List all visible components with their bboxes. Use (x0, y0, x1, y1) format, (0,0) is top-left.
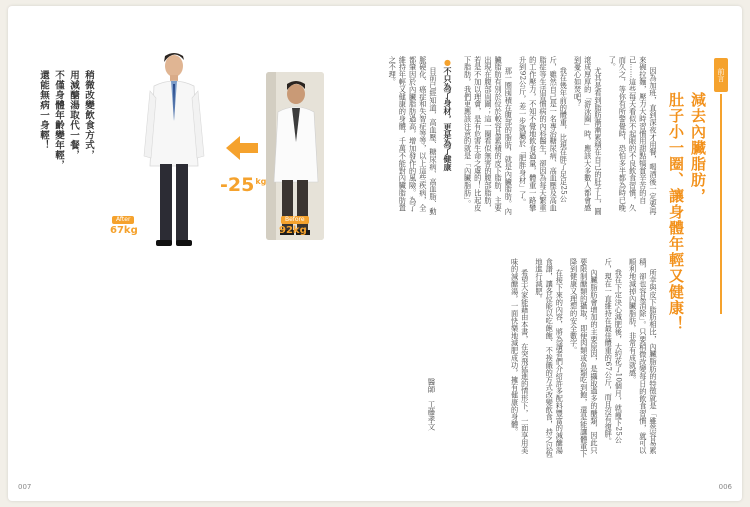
after-photo (138, 46, 210, 256)
paragraph: 希望大家能藉由本書，在突飛猛進的情形下，一面享用美味的減醣湯，一面快樂地減肥成功，擁有健康的身體。 (510, 258, 530, 454)
bullet-dot-icon: ● (443, 58, 452, 67)
weight-loss-value: -25 (220, 174, 255, 196)
preface-badge: 前言 (714, 58, 728, 92)
paragraph: 在接下來的內容，將為讀者們介紹許多配料豐富的減醣湯食譜，讓各位能以吃飽飽、不挨餓的方式改變飲食，持之以恆地進行減肥。 (534, 258, 565, 458)
paragraph: 所幸與皮下脂肪相比，內臟脂肪的特徵就是「雖然容易累積，卻也容易消除」。只要稍微改變每日的飲食習慣，就可以順利地減掉內臟脂肪，非常有成就感。 (628, 258, 658, 455)
weight-loss-unit: kg (255, 176, 267, 186)
callout-line-2: 用減醣湯取代一餐， (68, 70, 79, 160)
author-signature: 醫師 工藤孝文 (427, 378, 436, 431)
left-arrow-icon (224, 134, 260, 162)
right-page (375, 6, 742, 501)
section-heading (442, 58, 452, 171)
after-weight: 67kg (110, 225, 138, 236)
paragraph: 目前已經知道，高血壓、糖尿病、高血脂、動脈硬化、癌症和失智症等等，以上這些疾病，全都肇因於內臟脂肪過高，增加發作的風險。為了維持年輕又健康的身體，千萬不能對內臟脂肪置之不理。 (388, 56, 438, 215)
body-block-a (458, 56, 658, 216)
right-page-number: 006 (718, 483, 732, 491)
body-block-b-lower (458, 258, 658, 458)
paragraph: 因為加班，直到深夜才用餐，喝酒後一定要再來碗拉麵，壓力大時習慣用甜點犒賞辛苦的自己……這些每天看似不起眼的不良飲食習慣，久而久之，等你有所警覺時，恐怕多半都為時已晚了。 (608, 56, 658, 215)
body-block-b-upper (388, 56, 438, 216)
callout-line-1: 稍微改變飲食方式， (83, 70, 94, 160)
after-tag: After (112, 216, 134, 224)
callout-line-4: 還能無病一身輕！ (38, 70, 49, 150)
paragraph: 內臟脂肪會增加的主要原因，是攝取過多的醣類，因此只要限制醣類的攝取，即便肉類或魚類吃到飽，還是能讓體重下降到健康又理想的安全數字。 (569, 258, 599, 458)
left-page-number: 007 (18, 483, 32, 491)
paragraph: 我在幾年前的體重，比現在胖了足足25公斤，雖然自己是一名專治糖尿病、高血壓及高血脂症等生活習慣病的內科醫生，卻因為每天繁重的工作壓力，不知不覺地飲食過量，體重一路攀升到92公斤，差一步就屬於「肥胖身材」了。 (518, 56, 569, 212)
title-line-2: 肚子小一圈、讓身體年輕又健康！ (667, 92, 685, 332)
before-photo (266, 72, 324, 240)
weight-loss (220, 174, 266, 196)
paragraph: 尤其是看到脂肪漸漸累積在自己的肚子上，圓滾成厚厚的「游泳圈」時，應該大多數人都會感到憂心如焚吧？ (573, 56, 603, 215)
callout-line-3: 不僅身體年齡變年輕， (53, 70, 64, 170)
doctor-before-figure (266, 72, 324, 240)
doctor-after-figure (138, 46, 210, 256)
left-page (8, 6, 375, 501)
paragraph: 那一圈囤積在腹部的脂肪，就是內臟脂肪。內臟脂肪有別於位於較容易累積的皮下脂肪，主要出現在腹部周圍；這一圈看似無害的腹部脂肪，若是不加以理會，是有危害生命之虞的！比起皮下脂肪，我們更應該注意的就是「內臟脂肪」。 (463, 56, 514, 215)
preface-rule (720, 94, 722, 314)
before-weight: 92kg (279, 225, 307, 236)
paragraph: 我在下定決心減肥後，大約花了10個月，就瘦下25公斤，現在一直維持在最佳體重的67公斤，而且沒有復胖。 (604, 258, 624, 446)
title-line-1: 減去內臟脂肪， (689, 92, 707, 204)
before-tag: Before (281, 216, 309, 224)
section-heading-text: 不只為了身材，更是為了健康 (443, 67, 452, 171)
book-spread (8, 6, 742, 501)
